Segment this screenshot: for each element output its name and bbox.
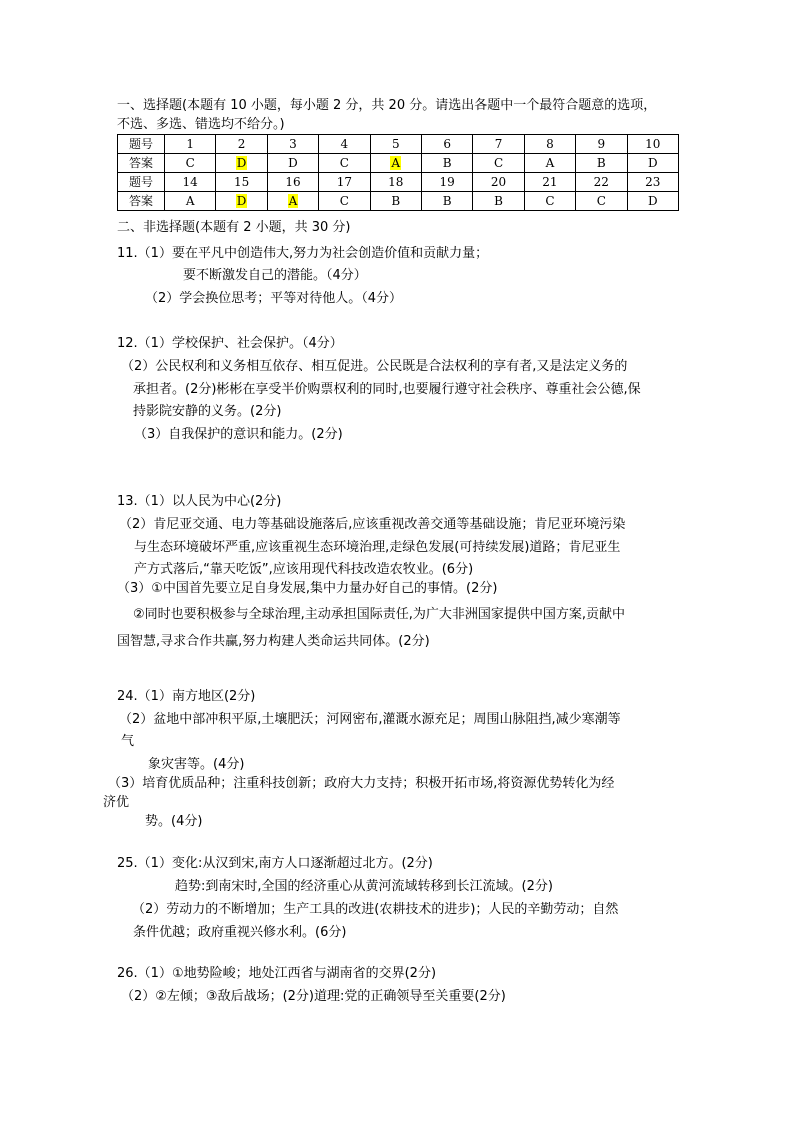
answer-table-cell bbox=[216, 173, 267, 192]
q26-line2: （2）②左倾；③敌后战场；(2分)道理:党的正确领导至关重要(2分) bbox=[121, 989, 506, 1004]
q25-line2: 趋势:到南宋时,全国的经济重心从黄河流域转移到长江流域。(2分) bbox=[175, 879, 553, 894]
answer-table-cell-value: B bbox=[442, 194, 452, 208]
answer-table-row-header: 答案 bbox=[118, 154, 165, 173]
section2-title: 二、非选择题(本题有 2 小题，共 30 分) bbox=[117, 220, 351, 235]
answer-table-row bbox=[118, 135, 679, 154]
answer-table-cell bbox=[319, 192, 370, 211]
answer-table-cell bbox=[165, 135, 216, 154]
answer-table-cell bbox=[267, 173, 318, 192]
answer-table-row-header: 题号 bbox=[118, 173, 165, 192]
q25-line3: （2）劳动力的不断增加；生产工具的改进(农耕技术的进步)；人民的辛勤劳动；自然 bbox=[132, 902, 619, 917]
section1-title-line2: 不选、多选、错选均不给分。) bbox=[117, 117, 285, 132]
q11-line1: 11.（1）要在平凡中创造伟大,努力为社会创造价值和贡献力量； bbox=[117, 246, 489, 261]
answer-table-cell bbox=[370, 173, 421, 192]
q11-line2: 要不断激发自己的潜能。（4分） bbox=[183, 268, 367, 283]
answer-table bbox=[117, 134, 679, 211]
answer-table-cell-value: 9 bbox=[597, 137, 606, 151]
answer-table-cell bbox=[165, 192, 216, 211]
answer-table-cell-value: B bbox=[391, 194, 401, 208]
q24-line1: 24.（1）南方地区(2分) bbox=[117, 689, 256, 704]
answer-table-cell bbox=[165, 173, 216, 192]
answer-table-cell bbox=[370, 192, 421, 211]
answer-table-cell bbox=[524, 154, 575, 173]
answer-table-cell bbox=[473, 154, 524, 173]
answer-table-cell bbox=[421, 173, 472, 192]
answer-table-cell-value: 6 bbox=[443, 137, 451, 151]
answer-table-cell bbox=[216, 192, 267, 211]
answer-table-row-header: 题号 bbox=[118, 135, 165, 154]
q26-line1: 26.（1）①地势险峻；地处江西省与湖南省的交界(2分) bbox=[117, 966, 437, 981]
answer-table-cell-value: 16 bbox=[285, 175, 301, 189]
answer-table-cell bbox=[421, 135, 472, 154]
answer-table-cell bbox=[421, 154, 472, 173]
q24-line4: 象灾害等。(4分) bbox=[148, 757, 245, 772]
answer-table-cell-value: 4 bbox=[340, 137, 349, 151]
answer-table-cell-value: 2 bbox=[237, 137, 246, 151]
answer-table-cell bbox=[524, 173, 575, 192]
answer-table-row bbox=[118, 173, 679, 192]
answer-table-cell bbox=[627, 154, 678, 173]
answer-table-cell bbox=[473, 192, 524, 211]
answer-table-cell-value: B bbox=[494, 194, 503, 208]
q13-line1: 13.（1）以人民为中心(2分) bbox=[117, 494, 282, 509]
answer-table-cell bbox=[319, 135, 370, 154]
answer-table-cell bbox=[576, 135, 627, 154]
answer-table-cell-value: C bbox=[493, 156, 504, 170]
answer-table-cell bbox=[267, 135, 318, 154]
answer-table-cell-value: 18 bbox=[388, 175, 404, 189]
answer-table-cell-value: C bbox=[596, 194, 606, 208]
answer-table-cell bbox=[370, 135, 421, 154]
q13-line3: 与生态环境破坏严重,应该重视生态环境治理,走绿色发展(可持续发展)道路；肯尼亚生 bbox=[134, 540, 621, 555]
q25-line1: 25.（1）变化:从汉到宋,南方人口逐渐超过北方。(2分) bbox=[117, 856, 433, 871]
answer-table-cell bbox=[576, 192, 627, 211]
answer-table-cell-value: C bbox=[339, 156, 349, 170]
answer-table-cell-value: D bbox=[647, 156, 658, 170]
answer-table-cell-value: 3 bbox=[289, 137, 297, 151]
q13-line6: ②同时也要积极参与全球治理,主动承担国际责任,为广大非洲国家提供中国方案,贡献中 bbox=[133, 607, 626, 622]
answer-table-cell bbox=[524, 192, 575, 211]
answer-table-cell bbox=[473, 173, 524, 192]
q13-line4: 产方式落后,“靠天吃饭”,应该用现代科技改造农牧业。(6分) bbox=[134, 562, 474, 577]
answer-table-cell-value: 19 bbox=[439, 175, 455, 189]
q12-line2: （2）公民权利和义务相互依存、相互促进。公民既是合法权利的享有者,又是法定义务的 bbox=[121, 359, 628, 374]
answer-table-cell-value: B bbox=[442, 156, 452, 170]
answer-table-cell-value: 1 bbox=[186, 137, 195, 151]
answer-table-cell-value: 7 bbox=[494, 137, 503, 151]
section1-title-line1: 一、选择题(本题有 10 小题，每小题 2 分，共 20 分。请选出各题中一个最符合题意的选项， bbox=[117, 98, 657, 113]
answer-table-cell-value: A bbox=[391, 156, 401, 170]
answer-table-cell-value: 20 bbox=[490, 175, 507, 189]
answer-table-cell-value: D bbox=[236, 194, 247, 208]
answer-table-cell bbox=[576, 154, 627, 173]
answer-table-cell bbox=[319, 173, 370, 192]
answer-table-cell-value: 10 bbox=[645, 137, 661, 151]
answer-table-cell-value: 14 bbox=[182, 175, 198, 189]
answer-table-cell bbox=[267, 154, 318, 173]
q24-line2: （2）盆地中部冲积平原,土壤肥沃；河网密布,灌溉水源充足；周围山脉阻挡,减少寒潮等 bbox=[119, 712, 621, 727]
answer-table-cell bbox=[421, 192, 472, 211]
q12-line3: 承担者。(2分)彬彬在享受半价购票权利的同时,也要履行遵守社会秩序、尊重社会公德,保 bbox=[133, 382, 641, 397]
answer-table-cell bbox=[216, 154, 267, 173]
answer-table-cell bbox=[216, 135, 267, 154]
answer-table-cell bbox=[627, 192, 678, 211]
answer-table-row bbox=[118, 154, 679, 173]
answer-table-cell bbox=[267, 192, 318, 211]
answer-table-row bbox=[118, 192, 679, 211]
answer-table-cell-value: A bbox=[545, 156, 555, 170]
answer-table-cell-value: D bbox=[647, 194, 658, 208]
q13-line5: （3）①中国首先要立足自身发展,集中力量办好自己的事情。(2分) bbox=[117, 581, 498, 596]
answer-table-cell bbox=[319, 154, 370, 173]
answer-table-cell-value: 5 bbox=[391, 137, 400, 151]
answer-table-cell-value: 17 bbox=[336, 175, 352, 189]
answer-table-cell bbox=[627, 173, 678, 192]
answer-table-cell bbox=[165, 154, 216, 173]
q12-line5: （3）自我保护的意识和能力。(2分) bbox=[134, 427, 343, 442]
answer-table-cell-value: 15 bbox=[233, 175, 250, 189]
q24-line5: （3）培育优质品种；注重科技创新；政府大力支持；积极开拓市场,将资源优势转化为经 bbox=[108, 776, 615, 791]
answer-table-cell bbox=[370, 154, 421, 173]
answer-table-cell-value: A bbox=[288, 194, 298, 208]
answer-table-cell-value: B bbox=[596, 156, 606, 170]
answer-table-cell-value: D bbox=[236, 156, 247, 170]
answer-table-cell bbox=[576, 173, 627, 192]
q12-line1: 12.（1）学校保护、社会保护。（4分） bbox=[117, 336, 343, 351]
q11-line3: （2）学会换位思考；平等对待他人。（4分） bbox=[145, 291, 403, 306]
answer-table-cell-value: 22 bbox=[593, 175, 609, 189]
answer-table-cell-value: 8 bbox=[546, 137, 554, 151]
answer-table-cell-value: C bbox=[339, 194, 349, 208]
answer-table-cell bbox=[524, 135, 575, 154]
answer-table-cell-value: D bbox=[288, 156, 298, 170]
q13-line7: 国智慧,寻求合作共赢,努力构建人类命运共同体。(2分) bbox=[117, 634, 430, 649]
q24-line3: 气 bbox=[121, 734, 135, 749]
q24-line7: 势。(4分) bbox=[145, 814, 203, 829]
answer-table-cell-value: C bbox=[185, 156, 195, 170]
answer-table-cell bbox=[627, 135, 678, 154]
q12-line4: 持影院安静的义务。(2分) bbox=[133, 404, 282, 419]
answer-table-row-header: 答案 bbox=[118, 192, 165, 211]
q25-line4: 条件优越；政府重视兴修水利。(6分) bbox=[133, 925, 347, 940]
answer-table-cell-value: A bbox=[185, 194, 195, 208]
answer-table-cell-value: C bbox=[545, 194, 555, 208]
q24-line6: 济优 bbox=[103, 795, 130, 810]
q13-line2: （2）肯尼亚交通、电力等基础设施落后,应该重视改善交通等基础设施；肯尼亚环境污染 bbox=[119, 517, 626, 532]
answer-table-cell bbox=[473, 135, 524, 154]
answer-table-cell-value: 21 bbox=[542, 175, 558, 189]
answer-table-cell-value: 23 bbox=[645, 175, 661, 189]
